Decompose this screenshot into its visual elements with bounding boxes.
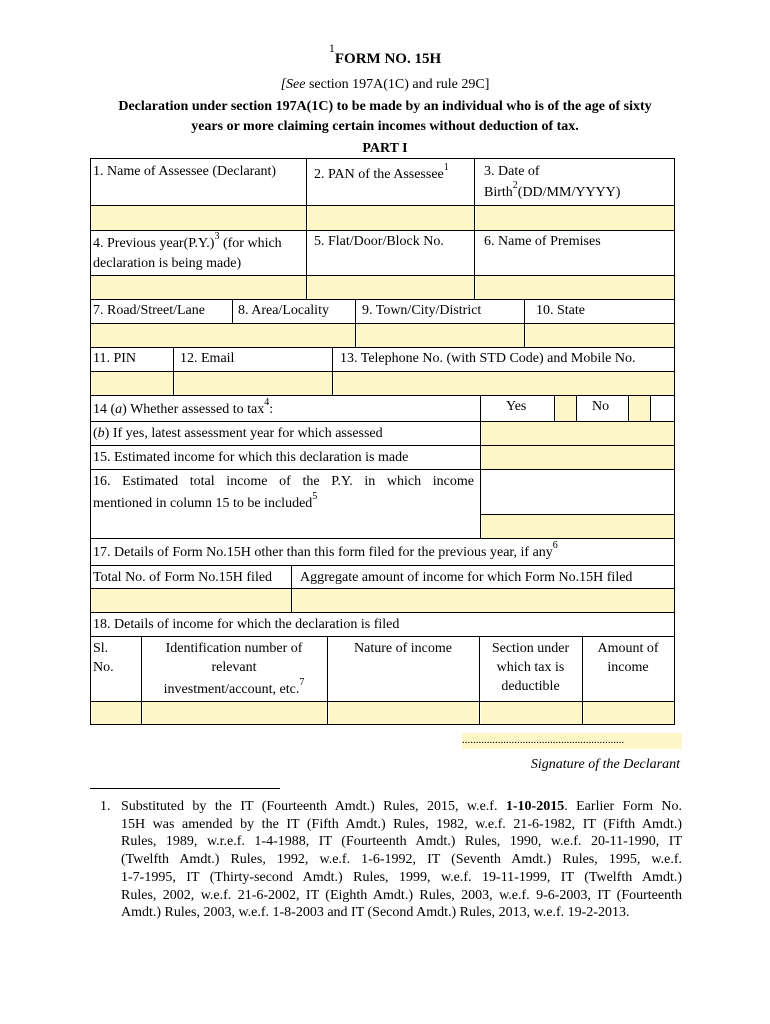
pan-input[interactable] — [308, 206, 474, 230]
email-label: 12. Email — [180, 351, 235, 366]
signature-field[interactable]: ........................................................... — [462, 733, 682, 749]
previous-year-input[interactable] — [92, 276, 306, 299]
sl-no-header: Sl. No. — [93, 641, 114, 675]
sl-no-input[interactable] — [92, 702, 141, 724]
section-input[interactable] — [481, 702, 582, 724]
estimated-income-input[interactable] — [482, 446, 674, 469]
amount-input[interactable] — [584, 702, 674, 724]
footnote-rule — [90, 788, 280, 789]
assessment-year-input[interactable] — [482, 422, 674, 445]
aggregate-income-label: Aggregate amount of income for which Form No.15H filed — [300, 570, 633, 585]
nature-income-input[interactable] — [329, 702, 479, 724]
part-heading: PART I — [362, 141, 408, 156]
form15h-details-label: 17. Details of Form No.15H other than this form filed for the previous year, if any$^6$ — [93, 540, 558, 560]
assessed-label: 14 (a) Whether assessed to tax$^4$: — [93, 397, 274, 417]
assessment-year-label: (b) If yes, latest assessment year for which assessed — [93, 426, 383, 441]
form-reference: [See section 197A(1C) and rule 29C] — [280, 77, 490, 92]
nature-income-header: Nature of income — [354, 641, 452, 656]
premises-label: 6. Name of Premises — [484, 234, 601, 249]
signature-label: Signature of the Declarant — [530, 757, 680, 772]
form-title: $^1$FORM NO. 15H — [328, 41, 442, 67]
road-label: 7. Road/Street/Lane — [93, 303, 205, 318]
town-input[interactable] — [357, 324, 524, 347]
road-area-input[interactable] — [92, 324, 355, 347]
name-label: 1. Name of Assessee (Declarant) — [93, 164, 277, 179]
dob-label: 3. Date of Birth$^2$(DD/MM/YYYY) — [484, 164, 621, 200]
estimated-income-label: 15. Estimated income for which this declaration is made — [93, 450, 409, 465]
email-input[interactable] — [175, 372, 332, 395]
dob-input[interactable] — [476, 206, 674, 230]
pin-input[interactable] — [92, 372, 173, 395]
premises-input[interactable] — [476, 276, 674, 299]
total-income-label: 16. Estimated total income of the P.Y. in which income mentioned in column 15 to be included$^5$ — [93, 474, 474, 511]
identification-input[interactable] — [143, 702, 327, 724]
aggregate-income-input[interactable] — [293, 589, 674, 612]
pin-label: 11. PIN — [93, 351, 137, 366]
footnote-number: 1. — [100, 799, 111, 814]
assessed-yes-checkbox[interactable] — [556, 396, 576, 421]
form15h-count-input[interactable] — [92, 589, 291, 612]
previous-year-label: 4. Previous $year(P.Y.)^3$ (for which declaration is being made) — [93, 231, 282, 271]
flat-input[interactable] — [308, 276, 474, 299]
no-label: No — [592, 399, 610, 414]
flat-label: 5. Flat/Door/Block No. — [314, 234, 444, 249]
town-label: 9. Town/City/District — [362, 303, 482, 318]
form15h-count-label: Total No. of Form No.15H filed — [93, 570, 273, 585]
telephone-input[interactable] — [334, 372, 674, 395]
assessed-no-checkbox[interactable] — [630, 396, 650, 421]
income-details-label: 18. Details of income for which the declaration is filed — [93, 617, 400, 632]
identification-header: Identification number of relevant investment/account, etc.$^7$ — [163, 641, 305, 697]
name-input[interactable] — [92, 206, 306, 230]
pan-label: 2. PAN of the Assessee$^1$ — [314, 162, 449, 182]
section-header: Section under which tax is deductible — [491, 641, 570, 694]
state-input[interactable] — [526, 324, 674, 347]
footnote-text: Substituted by the IT (Fourteenth Amdt.) Rules, 2015, w.e.f. 1-10-2015. Earlier Form No. 15H was amended by the IT (Fifth Amdt.) Rules, 1982, w.e.f. 21-6-1982, IT (Fifth Amdt.) Rules, 1989, w.r.e.f. 1-4-1988, IT (Fourteenth Amdt.) Rules, 1990, w.e.f. 20-11-1990, IT (Twelfth Amdt.) Rules, 1992, w.e.f. 1-6-1992, IT (Seventh Amdt.) Rules, 1995, w.e.f. 1-7-1995, IT (Thirty-second Amdt.) Rules, 1999, w.e.f. 19-11-1999, IT (Twelfth Amdt.) Rules, 2002, w.e.f. 21-6-2002, IT (Eighth Amdt.) Rules, 2003, w.e.f. 9-6-2003, IT (Fourteenth Amdt.) Rules, 2003, w.e.f. 1-8-2003 and IT (Second Amdt.) Rules, 2013, w.e.f. 19-2-2013. — [121, 799, 683, 921]
amount-header: Amount of income — [597, 641, 659, 675]
total-income-input[interactable] — [482, 515, 674, 538]
yes-label: Yes — [506, 399, 527, 414]
telephone-label: 13. Telephone No. (with STD Code) and Mobile No. — [340, 351, 636, 366]
area-label: 8. Area/Locality — [238, 303, 329, 318]
state-label: 10. State — [536, 303, 585, 318]
declaration-heading: Declaration under section 197A(1C) to be made by an individual who is of the age of sixty years or more claiming certain incomes without deduction of tax. — [118, 99, 652, 134]
